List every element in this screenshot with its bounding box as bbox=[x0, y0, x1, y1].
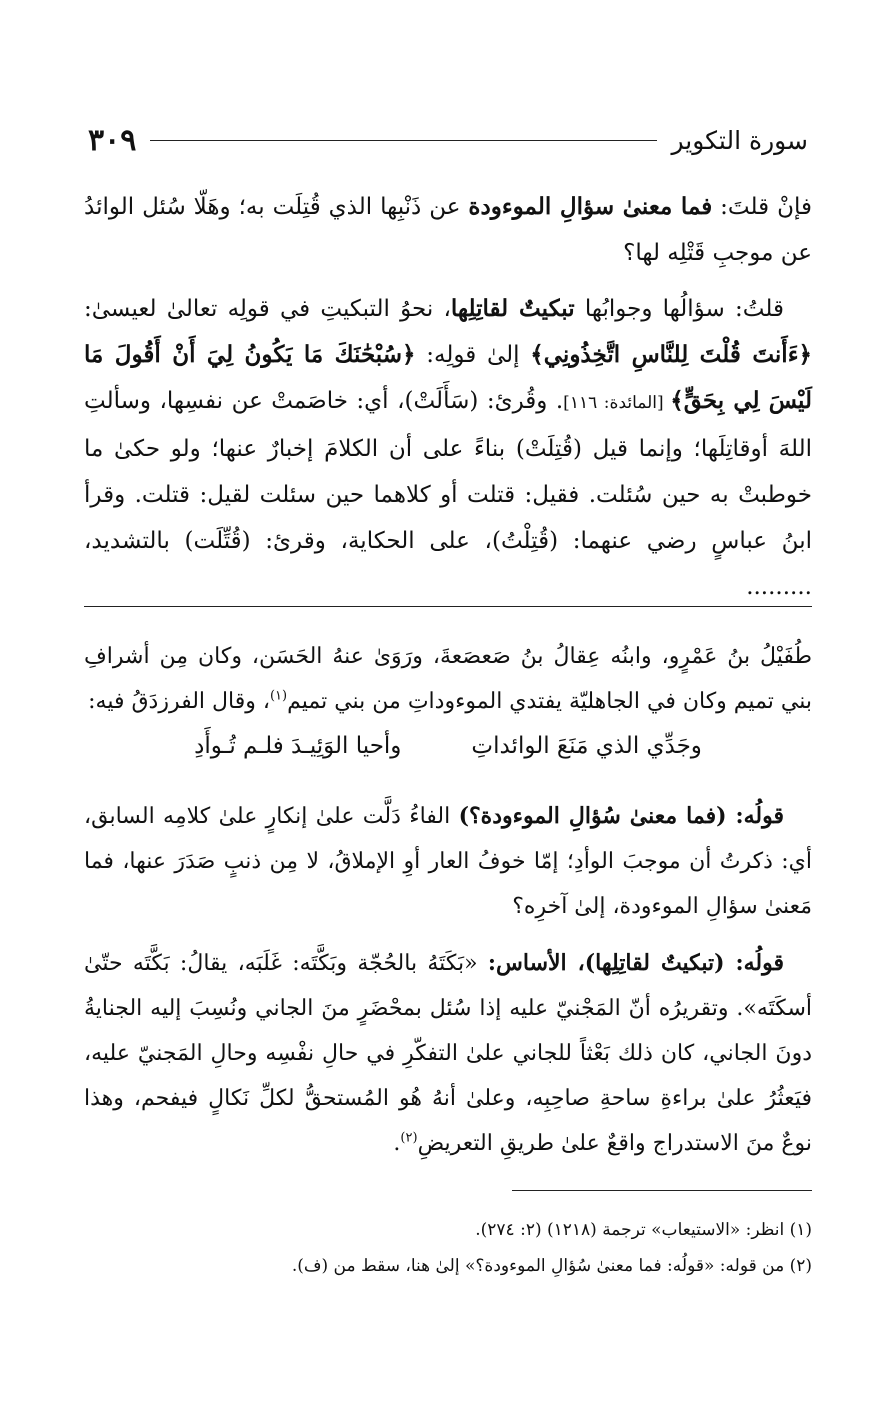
footnotes bbox=[84, 1212, 812, 1284]
commentary-paragraph-1: قولُه: (فما معنىٰ سُؤالِ الموءودة؟) الفاءُ دَلَّت علىٰ إنكارٍ علىٰ كلامِه السابق، أي: ذكرتُ أن موجبَ الوأدِ؛ إمّا خوفُ العار أوِ الإملاقُ، لا مِن ذنبٍ صَدَرَ عنها، فما مَعنىٰ سؤالِ الموءودة، إلىٰ آخرِه؟ bbox=[84, 803, 812, 919]
poetry-verse bbox=[84, 724, 812, 768]
footnote-1: (١) انظر: «الاستيعاب» ترجمة (١٢١٨) (٢: ٢٧٤). bbox=[475, 1220, 812, 1240]
footnote-ref-2: (٢) bbox=[400, 1130, 418, 1146]
quran-quote-1: ﴿ءَأَنتَ قُلْتَ لِلنَّاسِ اتَّخِذُونِي﴾ bbox=[530, 341, 812, 368]
text-divider bbox=[84, 606, 812, 607]
verse-hemistich-2: وأحيا الوَئِيـدَ فلـم تُـوأَدِ bbox=[194, 733, 402, 759]
main-paragraph-answer: قلتُ: سؤالُها وجوابُها تبكيتٌ لقاتِلِها، نحوُ التبكيتِ في قولِه تعالىٰ لعيسىٰ: ﴿ءَأَنتَ قُلْتَ لِلنَّاسِ اتَّخِذُونِي﴾ إلىٰ قولِه: ﴿سُبْحَٰنَكَ مَا يَكُونُ لِيَ أَنْ أَقُولَ مَا لَيْسَ لِي بِحَقٍّ﴾ [المائدة: ١١٦]. وقُرئ: (سَأَلَتْ)، أي: خاصَمتْ عن نفسِها، وسألتِ اللهَ أوقاتِلَها؛ وإنما قيل (قُتِلَتْ) بناءً على أن الكلامَ إخبارٌ عنها؛ ولو حكىٰ ما خوطبتْ به حين سُئلت. فقيل: قتلت أو كلاهما حين سئلت لقيل: قتلت. وقرأ ابنُ عباسٍ رضي عنهما: (قُتِلْتُ)، على الحكاية، وقرئ: (قُتِّلَت) بالتشديد، ......... bbox=[84, 295, 812, 600]
verse-reference: [المائدة: ١١٦] bbox=[563, 393, 671, 413]
quran-quote-2: ﴿سُبْحَٰنَكَ مَا يَكُونُ لِيَ أَنْ أَقُولَ مَا لَيْسَ لِي بِحَقٍّ﴾ bbox=[84, 341, 812, 414]
main-paragraph-question: فإنْ قلتَ: فما معنىٰ سؤالِ الموءودة عن ذَنْبِها الذي قُتِلَت به؛ وهَلّا سُئل الوائدُ عن موجبِ قَتْلِه لها؟ bbox=[84, 193, 812, 266]
footnote-2: (٢) من قوله: «قولُه: فما معنىٰ سُؤالِ الموءودة؟» إلىٰ هنا، سقط من (ف). bbox=[291, 1256, 812, 1276]
surah-title: سورة التكوير bbox=[671, 125, 808, 155]
verse-hemistich-1: وجَدِّي الذي مَنَعَ الوائداتِ bbox=[471, 733, 702, 759]
main-text bbox=[84, 184, 812, 620]
commentary-text bbox=[84, 634, 812, 1178]
footnote-rule bbox=[512, 1190, 812, 1191]
page-number: ٣٠٩ bbox=[88, 122, 137, 158]
running-header bbox=[88, 118, 808, 162]
commentary-continuation: طُفَيْلُ بنُ عَمْرٍو، وابنُه عِقالُ بنُ صَعصَعةَ، ورَوَىٰ عنهُ الحَسَن، وكان مِن أشرافِ بني تميم وكان في الجاهليّة يفتدي الموءوداتِ من بني تميم$^{(١)}$، وقال الفرزدَقُ فيه: bbox=[84, 644, 812, 714]
footnote-ref-1: (١) bbox=[269, 688, 288, 704]
header-rule bbox=[150, 140, 657, 141]
commentary-paragraph-2: قولُه: (تبكيتٌ لقاتِلِها)، الأساس: «بَكَتَهُ بالحُجّة وبَكَّتَه: غَلَبَه، يقالُ: بَكَّتَه حتّىٰ أسكَتَه». وتقريرُه أنّ المَجْنيّ عليه إذا سُئل بمحْضَرٍ منَ الجاني ونُسِبَ إليه الجنايةُ دونَ الجاني، كان ذلك بَعْثاً للجاني علىٰ التفكّرِ في حالِ نفْسِه وحالِ المَجنيّ عليه، فيَعثُرُ علىٰ براءةِ ساحةِ صاحِبِه، وعلىٰ أنهُ هُو المُستحقُّ لكلِّ نَكالٍ فيفحم، وهذا نوعٌ منَ الاستدراج واقعٌ علىٰ طريقِ التعريضِ$^{(٢)}$. bbox=[84, 950, 812, 1156]
